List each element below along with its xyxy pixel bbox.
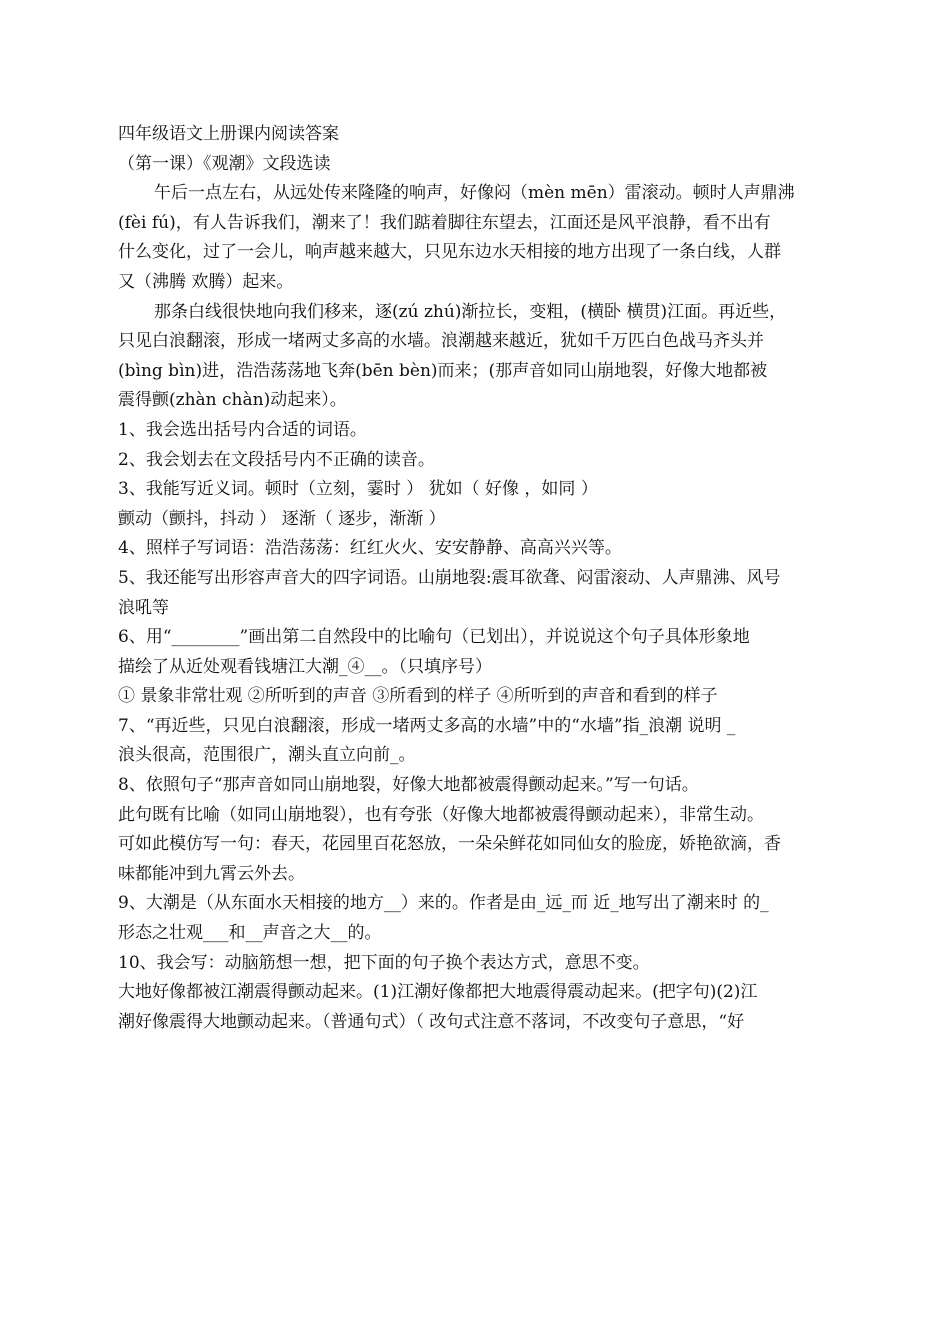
text-line: 那条白线很快地向我们移来，逐(zú zhú)渐拉长，变粗，(横卧 横贯)江面。再近些， xyxy=(154,301,787,322)
text-line: 10、我会写：动脑筋想一想，把下面的句子换个表达方式，意思不变。 xyxy=(118,952,650,973)
text-line: 又（沸腾 欢腾）起来。 xyxy=(118,271,294,292)
text-line: 午后一点左右，从远处传来隆隆的响声，好像闷（mèn mēn）雷滚动。顿时人声鼎沸 xyxy=(154,183,795,204)
text-line: (bìng bìn)进，浩浩荡荡地飞奔(bēn bèn)而来；(那声音如同山崩地裂，好像大地都被 xyxy=(118,360,768,381)
text-line: 5、我还能写出形容声音大的四字词语。山崩地裂:震耳欲聋、闷雷滚动、人声鼎沸、风号 xyxy=(118,567,781,588)
text-line: 3、我能写近义词。顿时（立刻，霎时 ） 犹如（ 好像 ，如同 ） xyxy=(118,479,598,500)
text-line: 6、用“________”画出第二自然段中的比喻句（已划出），并说说这个句子具体形象地 xyxy=(118,627,750,648)
text-line: 1、我会选出括号内合适的词语。 xyxy=(118,419,367,440)
text-line: 2、我会划去在文段括号内不正确的读音。 xyxy=(118,449,435,470)
text-line: (fèi fú)，有人告诉我们，潮来了！我们踮着脚往东望去，江面还是风平浪静，看不出有 xyxy=(118,212,771,233)
document-title: 四年级语文上册课内阅读答案 xyxy=(118,124,339,144)
text-line: 味都能冲到九霄云外去。 xyxy=(118,863,305,884)
lesson-heading: （第一课）《观潮》文段选读 xyxy=(118,153,331,174)
text-line: 形态之壮观___和__声音之大__的。 xyxy=(118,923,382,944)
text-line: 浪吼等 xyxy=(118,597,169,618)
text-line: 7、“再近些，只见白浪翻滚，形成一堵两丈多高的水墙”中的“水墙”指_浪潮 说明 _ xyxy=(118,715,736,736)
text-line: 浪头很高，范围很广，潮头直立向前_。 xyxy=(118,745,416,766)
document-body xyxy=(118,179,840,1037)
text-line: 颤动（颤抖，抖动 ） 逐渐（ 逐步，渐渐 ） xyxy=(118,508,446,529)
document-page xyxy=(118,120,840,1037)
text-line: ① 景象非常壮观 ②所听到的声音 ③所看到的样子 ④所听到的声音和看到的样子 xyxy=(118,686,718,707)
text-line: 描绘了从近处观看钱塘江大潮_④__。（只填序号） xyxy=(118,656,492,677)
text-line: 此句既有比喻（如同山崩地裂），也有夸张（好像大地都被震得颤动起来），非常生动。 xyxy=(118,804,764,825)
text-line: 大地好像都被江潮震得颤动起来。(1)江潮好像都把大地震得震动起来。(把字句)(2)江 xyxy=(118,982,758,1003)
text-line: 什么变化，过了一会儿，响声越来越大，只见东边水天相接的地方出现了一条白线，人群 xyxy=(118,242,781,263)
text-line: 震得颤(zhàn chàn)动起来）。 xyxy=(118,390,347,411)
text-line: 9、大潮是（从东面水天相接的地方__）来的。作者是由_远_而 近_地写出了潮来时 的_ xyxy=(118,893,769,914)
text-line: 只见白浪翻滚，形成一堵两丈多高的水墙。浪潮越来越近，犹如千万匹白色战马齐头并 xyxy=(118,331,764,352)
text-line: 可如此模仿写一句：春天，花园里百花怒放，一朵朵鲜花如同仙女的脸庞，娇艳欲滴，香 xyxy=(118,834,781,855)
text-line: 潮好像震得大地颤动起来。（普通句式）（ 改句式注意不落词，不改变句子意思，“好 xyxy=(118,1011,745,1032)
text-line: 4、照样子写词语：浩浩荡荡：红红火火、安安静静、高高兴兴等。 xyxy=(118,538,622,559)
text-line: 8、依照句子“那声音如同山崩地裂，好像大地都被震得颤动起来。”写一句话。 xyxy=(118,775,699,796)
